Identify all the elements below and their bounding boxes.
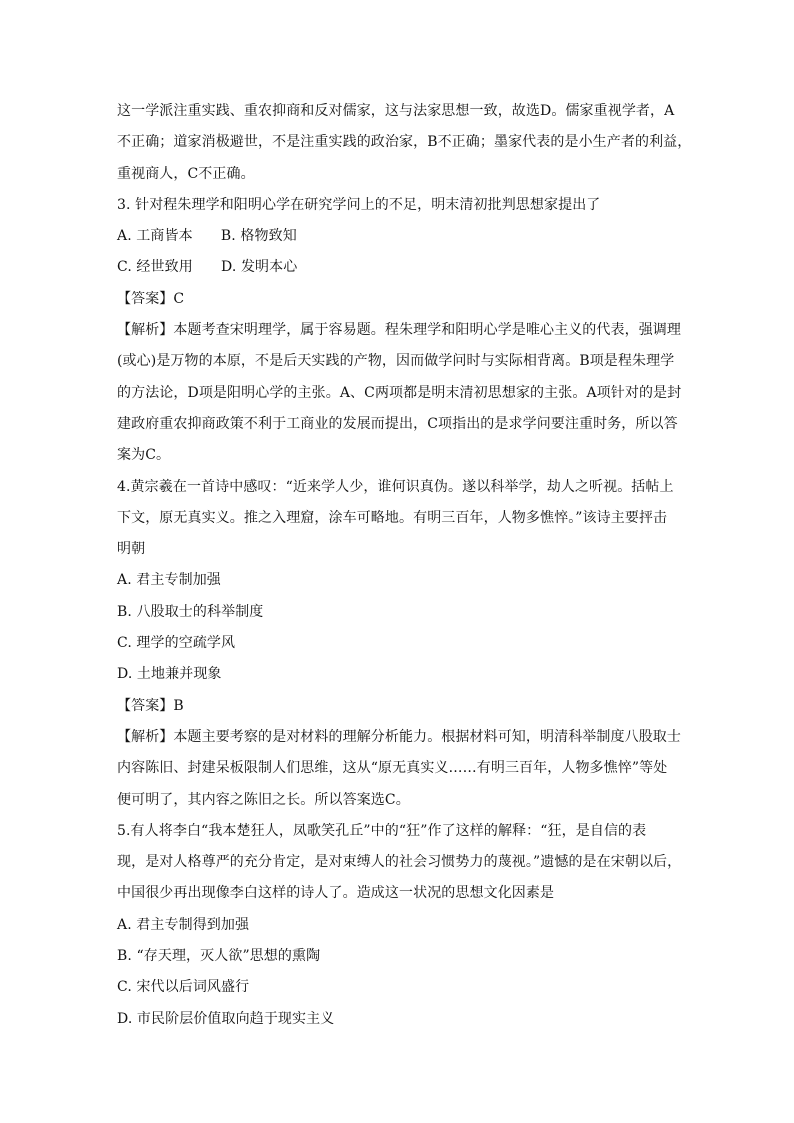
question-4-analysis: 【解析】本题主要考察的是对材料的理解分析能力。根据材料可知，明清科举制度八股取士 — [117, 728, 681, 745]
document-page — [117, 96, 692, 1035]
question-5-stem: 5.有人将李白“我本楚狂人，凤歌笑孔丘”中的“狂”作了这样的解释：“狂，是自信的表 — [117, 822, 647, 839]
question-3-analysis: 【解析】本题考查宋明理学，属于容易题。程朱理学和阳明心学是唯心主义的代表，强调理 — [117, 322, 681, 339]
text-line: 案为C。 — [117, 447, 171, 464]
text-line: 的方法论，D项是阳明心学的主张。A、C两项都是明末清初思想家的主张。A项针对的是封 — [117, 384, 682, 401]
question-5-option-c: C. 宋代以后词风盛行 — [117, 979, 250, 996]
question-3-stem: 3. 针对程朱理学和阳明心学在研究学问上的不足，明末清初批判思想家提出了 — [117, 196, 601, 213]
text-line: 这一学派注重实践、重农抑商和反对儒家，这与法家思想一致，故选D。儒家重视学者，A — [117, 103, 675, 119]
question-3-options-ab: A. 工商皆本 B. 格物致知 — [117, 228, 297, 245]
text-line: 下文，原无真实义。推之入理窟，涂车可略地。有明三百年，人物多憔悴。”该诗主要抨击 — [117, 509, 668, 526]
text-line: (或心)是万物的本原，不是后天实践的产物，因而做学问时与实际相背离。B项是程朱理学 — [117, 353, 675, 370]
question-4-option-b: B. 八股取士的科举制度 — [117, 603, 264, 620]
text-line: 建政府重农抑商政策不利于工商业的发展而提出，C项指出的是求学问要注重时务，所以答 — [117, 415, 678, 432]
question-4-stem: 4.黄宗羲在一首诗中感叹：“近来学人少，谁何识真伪。遂以科举学，劫人之听视。括帖上 — [117, 478, 674, 495]
question-4-option-d: D. 土地兼并现象 — [117, 666, 222, 683]
text-line: 内容陈旧、封建呆板限制人们思维，这从“原无真实义……有明三百年，人物多憔悴”等处 — [117, 760, 668, 777]
question-3-options-cd: C. 经世致用 D. 发明本心 — [117, 259, 298, 276]
text-line: 中国很少再出现像李白这样的诗人了。造成这一状况的思想文化因素是 — [117, 885, 555, 902]
text-line: 明朝 — [117, 541, 146, 558]
text-line: 不正确；道家消极避世，不是注重实践的政治家，B不正确；墨家代表的是小生产者的利益， — [117, 134, 692, 151]
question-4-answer: 【答案】B — [117, 697, 184, 714]
question-5-option-b: B. “存天理，灭人欲”思想的熏陶 — [117, 948, 321, 965]
text-line: 现，是对人格尊严的充分肯定，是对束缚人的社会习惯势力的蔑视。”遗憾的是在宋朝以后， — [117, 854, 682, 871]
question-5-option-d: D. 市民阶层价值取向趋于现实主义 — [117, 1010, 335, 1027]
text-line: 便可明了，其内容之陈旧之长。所以答案选C。 — [117, 791, 410, 808]
text-line: 重视商人，C不正确。 — [117, 165, 255, 182]
question-5-option-a: A. 君主专制得到加强 — [117, 916, 250, 933]
question-3-answer: 【答案】C — [117, 290, 185, 307]
question-4-option-c: C. 理学的空疏学风 — [117, 635, 236, 652]
question-4-option-a: A. 君主专制加强 — [117, 572, 221, 589]
